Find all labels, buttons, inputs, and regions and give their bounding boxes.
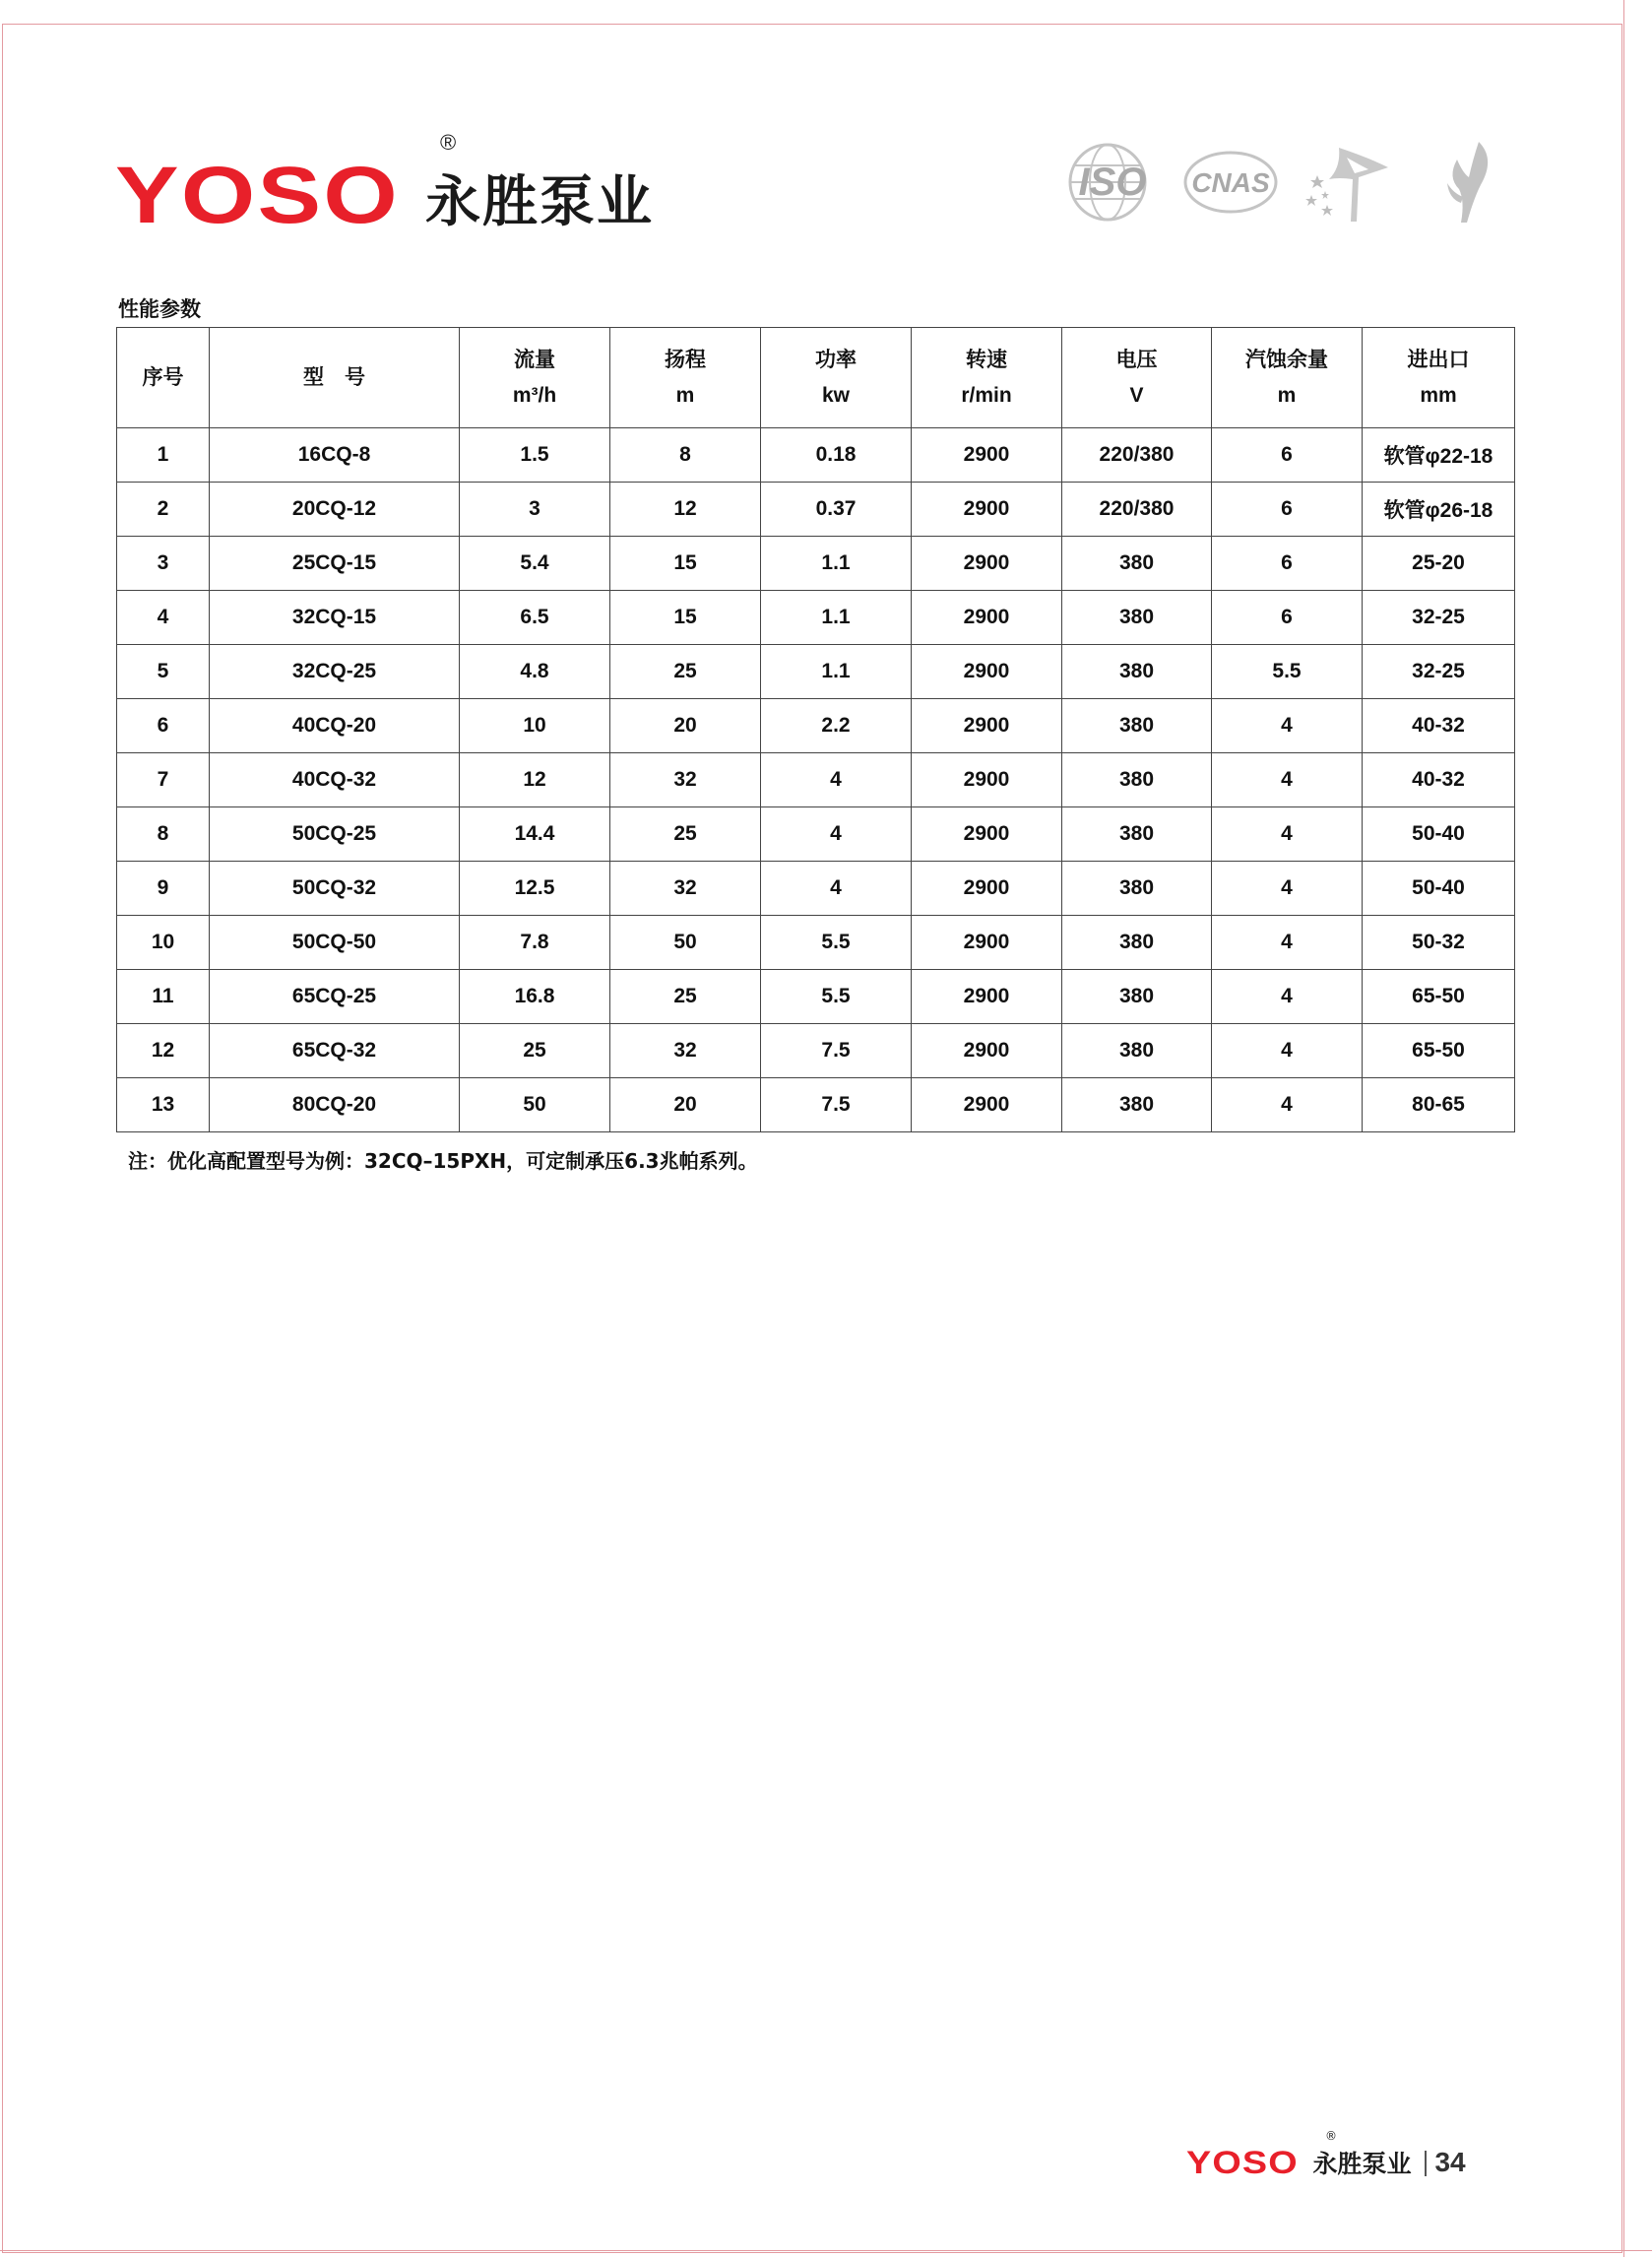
- cell-flow: 5.4: [460, 537, 610, 591]
- cell-inlet-outlet: 80-65: [1363, 1078, 1515, 1132]
- iso-label: ISO: [1078, 161, 1147, 204]
- cell-inlet-outlet: 软管φ22-18: [1363, 428, 1515, 483]
- cell-flow: 25: [460, 1024, 610, 1078]
- cnas-label: CNAS: [1191, 167, 1270, 198]
- cell-voltage: 380: [1062, 537, 1212, 591]
- cell-speed: 2900: [912, 699, 1062, 753]
- table-row: [117, 645, 1515, 699]
- performance-table: [116, 327, 1515, 1132]
- cell-head: 25: [610, 807, 761, 862]
- cell-head: 32: [610, 862, 761, 916]
- header-cell-head: 扬程 m: [610, 328, 761, 428]
- table-header-row: [117, 328, 1515, 428]
- cell-index: 12: [117, 1024, 210, 1078]
- cell-model: 50CQ-32: [210, 862, 460, 916]
- header-cell-power: 功率 kw: [761, 328, 912, 428]
- cell-voltage: 380: [1062, 916, 1212, 970]
- cell-voltage: 380: [1062, 1024, 1212, 1078]
- cell-head: 25: [610, 970, 761, 1024]
- header-cell-voltage: 电压 V: [1062, 328, 1212, 428]
- cell-speed: 2900: [912, 753, 1062, 807]
- cell-npsh: 4: [1212, 807, 1363, 862]
- cell-inlet-outlet: 65-50: [1363, 970, 1515, 1024]
- cell-index: 6: [117, 699, 210, 753]
- cell-head: 15: [610, 537, 761, 591]
- cell-head: 50: [610, 916, 761, 970]
- cell-flow: 6.5: [460, 591, 610, 645]
- star-emblem-icon: [1300, 138, 1398, 226]
- iso-logo: [1063, 138, 1162, 226]
- table-row: [117, 537, 1515, 591]
- cell-inlet-outlet: 50-40: [1363, 862, 1515, 916]
- cell-speed: 2900: [912, 862, 1062, 916]
- cell-power: 4: [761, 862, 912, 916]
- cell-flow: 4.8: [460, 645, 610, 699]
- cell-speed: 2900: [912, 916, 1062, 970]
- cell-speed: 2900: [912, 807, 1062, 862]
- cell-flow: 50: [460, 1078, 610, 1132]
- table-row: [117, 862, 1515, 916]
- performance-table-wrapper: [116, 327, 1514, 1132]
- header-cell-flow: 流量 m³/h: [460, 328, 610, 428]
- leaf-emblem-icon: [1418, 138, 1516, 226]
- cell-flow: 1.5: [460, 428, 610, 483]
- frame-line-bottom: [0, 2250, 1652, 2251]
- cell-speed: 2900: [912, 428, 1062, 483]
- cell-index: 3: [117, 537, 210, 591]
- cell-inlet-outlet: 50-32: [1363, 916, 1515, 970]
- cell-model: 65CQ-32: [210, 1024, 460, 1078]
- table-row: [117, 916, 1515, 970]
- cell-voltage: 380: [1062, 970, 1212, 1024]
- cell-power: 4: [761, 753, 912, 807]
- cell-model: 40CQ-20: [210, 699, 460, 753]
- cell-flow: 3: [460, 483, 610, 537]
- table-row: [117, 483, 1515, 537]
- cell-voltage: 380: [1062, 699, 1212, 753]
- cell-power: 7.5: [761, 1078, 912, 1132]
- cell-voltage: 220/380: [1062, 483, 1212, 537]
- cell-index: 9: [117, 862, 210, 916]
- cell-index: 4: [117, 591, 210, 645]
- cell-power: 1.1: [761, 537, 912, 591]
- cell-inlet-outlet: 32-25: [1363, 645, 1515, 699]
- cell-npsh: 4: [1212, 753, 1363, 807]
- star-emblem-logo: [1300, 138, 1398, 226]
- brand-logo: YOSO: [115, 151, 401, 240]
- cell-index: 13: [117, 1078, 210, 1132]
- frame-line-right: [1623, 0, 1624, 2257]
- cell-voltage: 380: [1062, 807, 1212, 862]
- cell-power: 0.18: [761, 428, 912, 483]
- cell-model: 32CQ-15: [210, 591, 460, 645]
- table-body: [117, 428, 1515, 1132]
- cell-speed: 2900: [912, 1078, 1062, 1132]
- cnas-badge-icon: [1181, 138, 1280, 226]
- cell-inlet-outlet: 40-32: [1363, 753, 1515, 807]
- cell-voltage: 380: [1062, 753, 1212, 807]
- footer-brand-logo: YOSO: [1186, 2145, 1299, 2180]
- cell-head: 20: [610, 1078, 761, 1132]
- cell-model: 16CQ-8: [210, 428, 460, 483]
- certification-logos: [1063, 133, 1516, 231]
- brand-name-cn: 永胜泵业: [424, 170, 654, 234]
- cell-power: 2.2: [761, 699, 912, 753]
- cell-model: 65CQ-25: [210, 970, 460, 1024]
- table-row: [117, 591, 1515, 645]
- cell-power: 5.5: [761, 970, 912, 1024]
- table-row: [117, 1024, 1515, 1078]
- cell-npsh: 6: [1212, 428, 1363, 483]
- cell-head: 15: [610, 591, 761, 645]
- cell-index: 5: [117, 645, 210, 699]
- cell-flow: 12.5: [460, 862, 610, 916]
- cell-inlet-outlet: 32-25: [1363, 591, 1515, 645]
- section-title: 性能参数: [118, 297, 201, 321]
- footer-brand-name-cn: 永胜泵业: [1312, 2150, 1412, 2178]
- cell-speed: 2900: [912, 591, 1062, 645]
- cell-head: 32: [610, 1024, 761, 1078]
- cell-index: 2: [117, 483, 210, 537]
- cell-index: 7: [117, 753, 210, 807]
- footer-separator: [1425, 2151, 1427, 2176]
- header-cell-inlet-outlet: 进出口 mm: [1363, 328, 1515, 428]
- cell-npsh: 6: [1212, 591, 1363, 645]
- cell-flow: 7.8: [460, 916, 610, 970]
- cell-index: 11: [117, 970, 210, 1024]
- cell-flow: 16.8: [460, 970, 610, 1024]
- registered-mark: ®: [440, 130, 457, 155]
- cell-inlet-outlet: 25-20: [1363, 537, 1515, 591]
- cell-power: 4: [761, 807, 912, 862]
- table-row: [117, 970, 1515, 1024]
- cell-inlet-outlet: 50-40: [1363, 807, 1515, 862]
- page-number: 34: [1434, 2147, 1466, 2177]
- cell-index: 8: [117, 807, 210, 862]
- leaf-emblem-logo: [1418, 138, 1516, 226]
- cell-voltage: 380: [1062, 862, 1212, 916]
- iso-globe-icon: [1063, 138, 1162, 226]
- cell-model: 80CQ-20: [210, 1078, 460, 1132]
- cell-head: 8: [610, 428, 761, 483]
- cnas-logo: [1181, 138, 1280, 226]
- cell-npsh: 6: [1212, 483, 1363, 537]
- cell-npsh: 5.5: [1212, 645, 1363, 699]
- cell-index: 1: [117, 428, 210, 483]
- cell-model: 20CQ-12: [210, 483, 460, 537]
- cell-speed: 2900: [912, 645, 1062, 699]
- cell-head: 12: [610, 483, 761, 537]
- table-row: [117, 807, 1515, 862]
- cell-flow: 10: [460, 699, 610, 753]
- cell-power: 1.1: [761, 591, 912, 645]
- cell-npsh: 6: [1212, 537, 1363, 591]
- cell-flow: 12: [460, 753, 610, 807]
- cell-speed: 2900: [912, 1024, 1062, 1078]
- cell-model: 50CQ-50: [210, 916, 460, 970]
- cell-head: 25: [610, 645, 761, 699]
- cell-npsh: 4: [1212, 916, 1363, 970]
- cell-power: 0.37: [761, 483, 912, 537]
- cell-inlet-outlet: 软管φ26-18: [1363, 483, 1515, 537]
- cell-voltage: 380: [1062, 591, 1212, 645]
- cell-head: 20: [610, 699, 761, 753]
- cell-model: 25CQ-15: [210, 537, 460, 591]
- cell-speed: 2900: [912, 537, 1062, 591]
- cell-model: 50CQ-25: [210, 807, 460, 862]
- cell-inlet-outlet: 65-50: [1363, 1024, 1515, 1078]
- header-cell-npsh: 汽蚀余量 m: [1212, 328, 1363, 428]
- cell-model: 40CQ-32: [210, 753, 460, 807]
- header-cell-index: 序号: [117, 328, 210, 428]
- page-footer: [1186, 2129, 1466, 2178]
- cell-npsh: 4: [1212, 862, 1363, 916]
- table-row: [117, 699, 1515, 753]
- cell-voltage: 380: [1062, 645, 1212, 699]
- cell-npsh: 4: [1212, 1024, 1363, 1078]
- cell-npsh: 4: [1212, 699, 1363, 753]
- footer-registered-mark: ®: [1325, 2129, 1337, 2143]
- cell-voltage: 220/380: [1062, 428, 1212, 483]
- table-note: 注：优化高配置型号为例：32CQ–15PXH，可定制承压6.3兆帕系列。: [128, 1149, 758, 1173]
- cell-power: 7.5: [761, 1024, 912, 1078]
- header-cell-model: 型 号: [210, 328, 460, 428]
- cell-speed: 2900: [912, 483, 1062, 537]
- cell-model: 32CQ-25: [210, 645, 460, 699]
- cell-npsh: 4: [1212, 970, 1363, 1024]
- cell-voltage: 380: [1062, 1078, 1212, 1132]
- page-header: [115, 128, 654, 240]
- cell-speed: 2900: [912, 970, 1062, 1024]
- cell-inlet-outlet: 40-32: [1363, 699, 1515, 753]
- cell-power: 5.5: [761, 916, 912, 970]
- header-cell-speed: 转速 r/min: [912, 328, 1062, 428]
- table-row: [117, 428, 1515, 483]
- cell-flow: 14.4: [460, 807, 610, 862]
- table-row: [117, 753, 1515, 807]
- cell-npsh: 4: [1212, 1078, 1363, 1132]
- table-row: [117, 1078, 1515, 1132]
- cell-head: 32: [610, 753, 761, 807]
- cell-power: 1.1: [761, 645, 912, 699]
- cell-index: 10: [117, 916, 210, 970]
